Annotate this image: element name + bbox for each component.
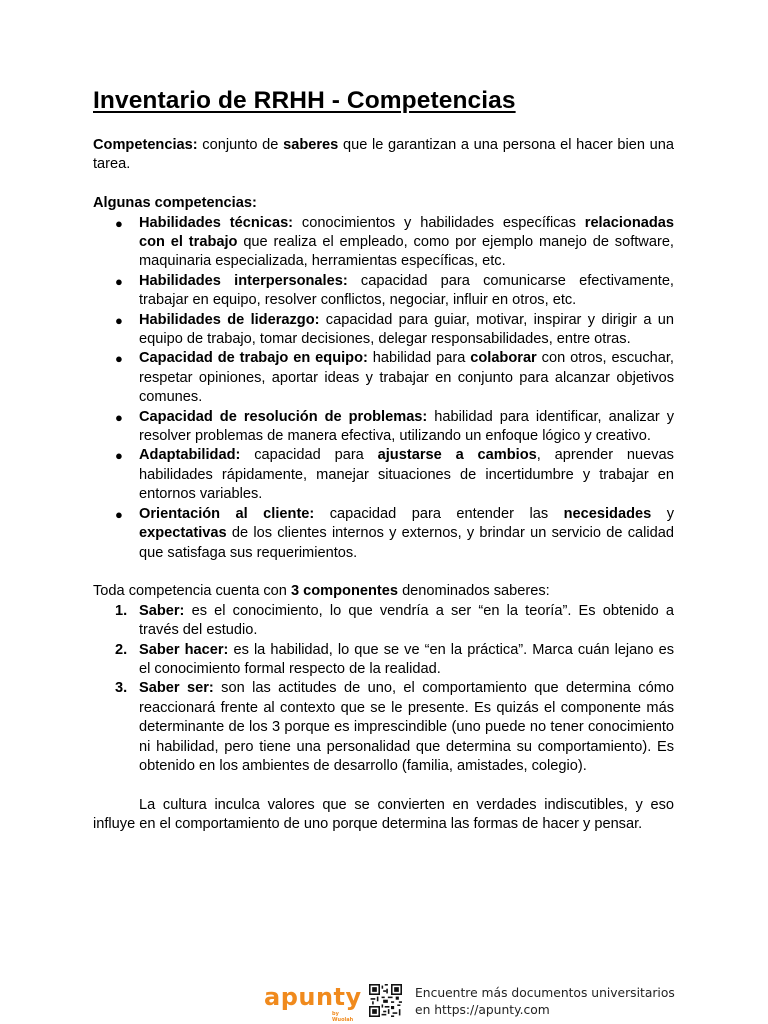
footer-text[interactable] (415, 985, 675, 1019)
footer-line-1: Encuentre más documentos universitarios (415, 986, 675, 1000)
item-text: capacidad para (240, 447, 378, 464)
bullet-icon: ● (115, 351, 123, 367)
components-intro-text-2: denominados saberes: (398, 583, 550, 600)
document-title: Inventario de RRHH - Competencias (93, 87, 516, 114)
competency-item (93, 214, 674, 272)
bold-text: Saber ser: (139, 680, 214, 697)
component-number: 3. (115, 680, 128, 697)
bold-text: Habilidades técnicas: (139, 214, 294, 231)
bullet-icon: ● (115, 448, 123, 464)
bullet-icon: ● (115, 215, 123, 231)
competency-item (93, 349, 674, 407)
bullet-icon: ● (115, 312, 123, 328)
bullet-icon: ● (115, 409, 123, 425)
component-item (93, 679, 674, 776)
item-text: y (651, 505, 674, 522)
component-number: 2. (115, 641, 128, 658)
competencies-list (93, 214, 674, 563)
component-item (93, 641, 674, 680)
bold-text: expectativas (139, 525, 227, 542)
bold-text: Adaptabilidad: (139, 447, 241, 464)
component-item (93, 602, 674, 641)
bold-text: ajustarse a cambios (377, 447, 537, 464)
bold-text: Habilidades de liderazgo: (139, 311, 320, 328)
competencies-heading: Algunas competencias: (93, 195, 257, 212)
logo-text: apunty (264, 983, 362, 1011)
bold-text: colaborar (470, 350, 537, 367)
definition-term: Competencias: (93, 137, 198, 153)
item-text: capacidad para entender las (314, 505, 564, 522)
competency-item (93, 408, 674, 447)
item-text: capacidad para guiar, motivar, inspirar y dirigir a un equipo de trabajo, tomar decisiones, delegar responsabilidades, entre otras. (139, 311, 674, 348)
components-intro-bold: 3 componentes (290, 583, 399, 600)
item-text: , aprender nuevas habilidades rápidamente, manejar situaciones de incertidumbre y trabajar en entornos variables. (139, 447, 674, 503)
qr-code-icon[interactable] (369, 984, 402, 1017)
definition-text-1: conjunto de (197, 137, 284, 153)
logo-subtext: by Wuolah (332, 1011, 354, 1023)
item-text: con otros, escuchar, respetar opiniones, aportar ideas y trabajar en conjunto para alcanzar objetivos comunes. (139, 350, 674, 406)
bold-text: Capacidad de resolución de problemas: (139, 408, 428, 425)
bold-text: relacionadas con el trabajo (139, 214, 674, 251)
bold-text: necesidades (563, 505, 652, 522)
footer-line-2: en https://apunty.com (415, 1003, 550, 1017)
item-text: es el conocimiento, lo que vendría a ser “en la teoría”. Es obtenido a través del estudio. (139, 602, 674, 639)
bullet-icon: ● (115, 506, 123, 522)
document-page (93, 84, 674, 835)
item-text: habilidad para identificar, analizar y resolver problemas de manera efectiva, utilizando un enfoque lógico y creativo. (139, 408, 674, 445)
item-text: son las actitudes de uno, el comportamiento que determina cómo reaccionará frente al contexto que se le presente. Es quizás el componente más determinante de los 3 porque es imprescindible (uno puede no tener conocimiento ni habilidad, pero tiene una personalidad que determina su comportamiento). Es obtenido en los ambientes de desarrollo (familia, amistades, colegio). (139, 680, 674, 774)
bold-text: Orientación al cliente: (139, 505, 315, 522)
footer (262, 982, 702, 1022)
competency-item (93, 505, 674, 563)
bold-text: Habilidades interpersonales: (139, 272, 348, 289)
bold-text: Capacidad de trabajo en equipo: (139, 350, 368, 367)
item-text: conocimientos y habilidades específicas (293, 214, 585, 231)
component-number: 1. (115, 602, 128, 619)
item-text: capacidad para comunicarse efectivamente, trabajar en equipo, resolver conflictos, negociar, influir en otros, etc. (139, 272, 674, 309)
closing-paragraph: La cultura inculca valores que se convierten en verdades indiscutibles, y eso influye en el comportamiento de uno porque determina las formas de hacer y pensar. (93, 796, 674, 833)
definition-bold: saberes (283, 137, 339, 153)
item-text: de los clientes internos y externos, y brindar un servicio de calidad que satisfaga sus requerimientos. (139, 525, 674, 561)
item-text: que realiza el empleado, como por ejemplo manejo de software, maquinaria especializada, herramientas específicas, etc. (139, 234, 674, 270)
competency-item (93, 446, 674, 504)
components-intro-text-1: Toda competencia cuenta con (93, 583, 291, 600)
item-text: es la habilidad, lo que se ve “en la práctica”. Marca cuán lejano es el conocimiento formal respecto de la realidad. (139, 641, 674, 677)
components-list (93, 602, 674, 777)
competency-item (93, 272, 674, 311)
components-intro (93, 582, 674, 601)
bold-text: Saber: (139, 602, 185, 619)
definition-paragraph (93, 136, 674, 175)
competency-item (93, 311, 674, 350)
bold-text: Saber hacer: (139, 641, 229, 658)
item-text: habilidad para (367, 350, 471, 367)
bullet-icon: ● (115, 273, 123, 289)
definition-text-2: que le garantizan a una persona el hacer bien una tarea. (93, 137, 674, 173)
